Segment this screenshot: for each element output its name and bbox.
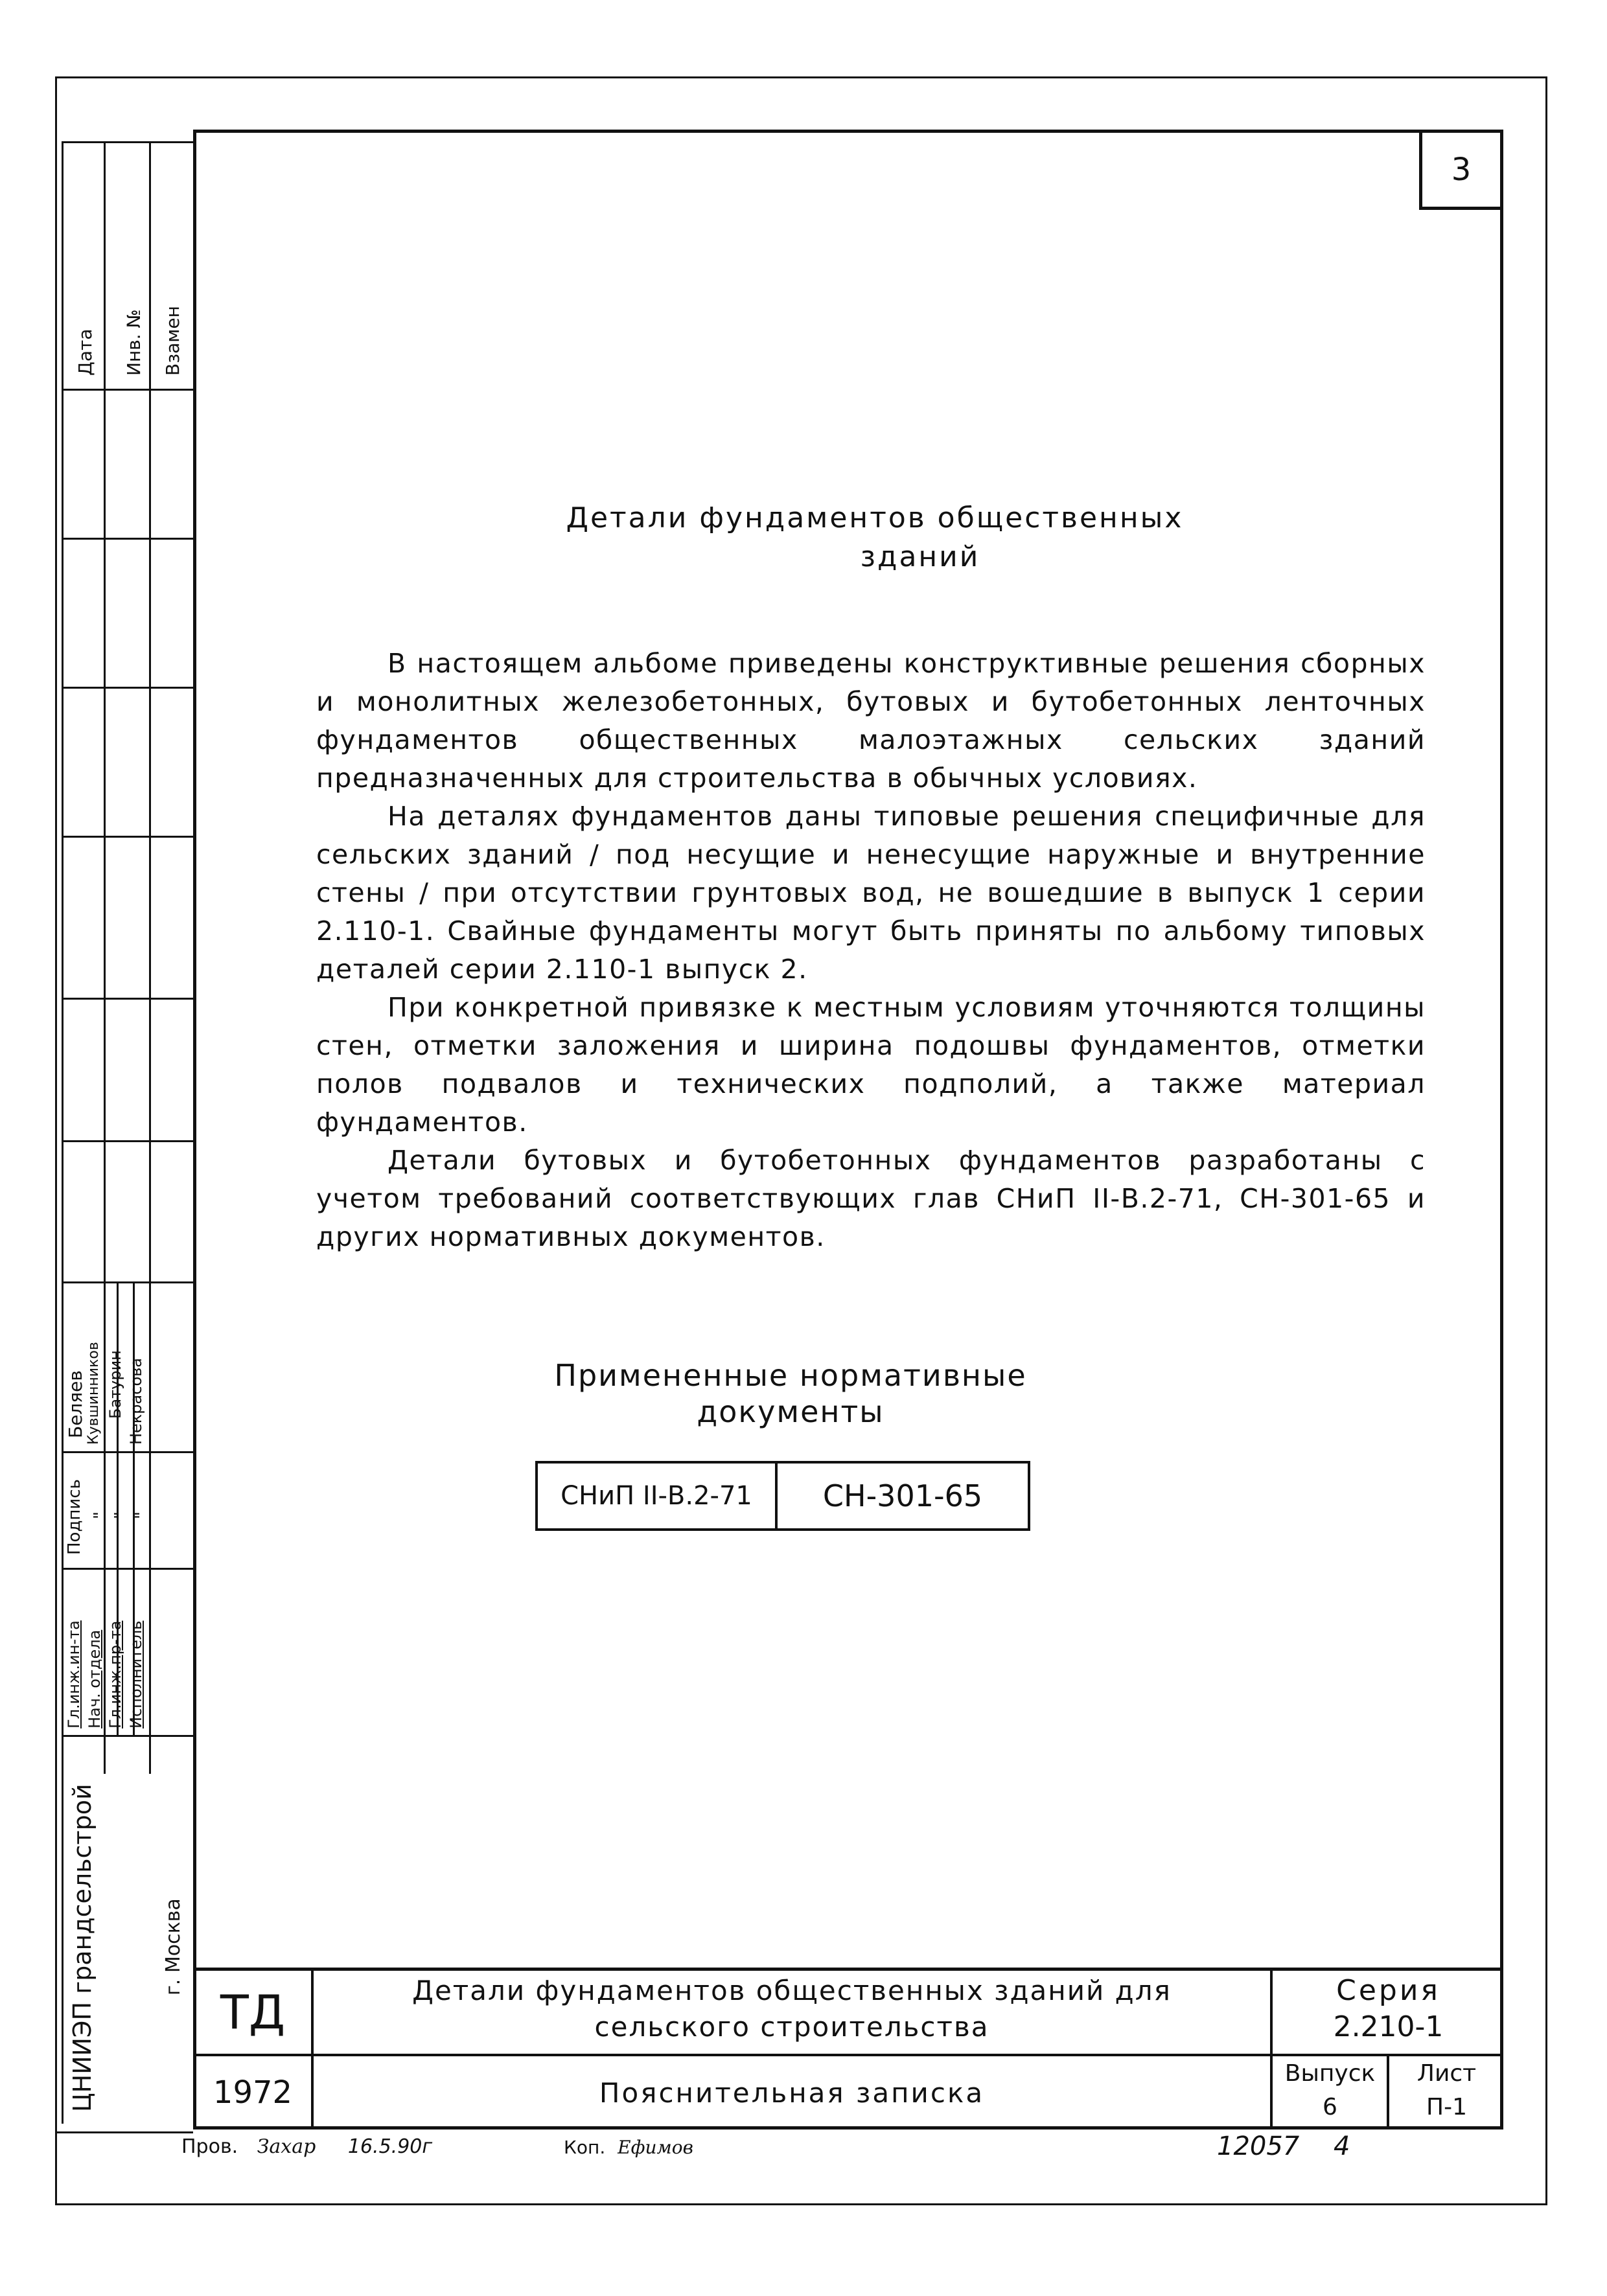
inv-column-label: Инв. № xyxy=(123,309,145,376)
applied-docs-title-line2: документы xyxy=(697,1394,884,1429)
applied-doc-snip xyxy=(538,1464,778,1528)
name-belyaev: Беляев xyxy=(65,1370,86,1438)
stamp-sheet xyxy=(1390,2057,1503,2124)
signature-mark-3: " xyxy=(132,1511,152,1519)
stamp-title xyxy=(314,1973,1270,2045)
applied-docs-table xyxy=(535,1461,1030,1531)
stamp-code: ТД xyxy=(220,1985,286,2039)
stamp-year: 1972 xyxy=(213,2074,293,2111)
paragraph-3: При конкретной привязке к местным условиям уточняются толщины стен, отметки заложения и ширина подошвы фундаментов, отметки полов подвалов и технических подполий, а также материал фундаментов. xyxy=(316,992,1426,1138)
name-nekrasova: Некрасова xyxy=(127,1358,145,1445)
signature-column-label: Подпись xyxy=(65,1479,84,1555)
strip-h-6 xyxy=(62,998,193,1000)
footer-copy-label: Коп. xyxy=(564,2137,606,2158)
stamp-v-2 xyxy=(1270,1968,1273,2130)
explanatory-text xyxy=(316,645,1426,1256)
applied-doc-sn xyxy=(778,1464,1028,1528)
strip-h-11 xyxy=(62,1735,193,1737)
strip-line-2 xyxy=(104,141,106,1774)
footer-archive-no: 12057 xyxy=(1217,2131,1300,2161)
strip-h-9 xyxy=(62,1451,193,1453)
stamp-top-line xyxy=(193,1968,1503,1971)
role-chief-engineer-institute: Гл.инж.ин-та xyxy=(65,1620,83,1728)
strip-line-3 xyxy=(149,141,151,1774)
stamp-series-value: 2.210-1 xyxy=(1333,2010,1444,2043)
stamp-sheet-value: П-1 xyxy=(1426,2094,1467,2120)
stamp-series-label: Серия xyxy=(1336,1974,1440,2007)
strip-h-5 xyxy=(62,836,193,838)
stamp-title-line2: сельского строительства xyxy=(594,2011,989,2043)
strip-h-12 xyxy=(55,2131,193,2133)
stamp-series xyxy=(1273,1973,1503,2045)
stamp-mid-line xyxy=(193,2054,1503,2056)
city-name: г. Москва xyxy=(162,1898,185,1995)
paragraph-1: В настоящем альбоме приведены конструктивные решения сборных и монолитных железобетонных, бутовых и бутобетонных ленточных фундаментов общественных малоэтажных сельских зданий предназначенных для строительства в обычных условиях. xyxy=(316,648,1426,794)
strip-h-2 xyxy=(62,389,193,391)
signature-mark-1: " xyxy=(91,1511,110,1519)
sheet-number-box xyxy=(1419,130,1503,210)
document-title xyxy=(454,499,1296,577)
stamp-sheet-label: Лист xyxy=(1416,2060,1477,2087)
organization-name: ЦНИИЭП грандсельстрой xyxy=(68,1784,97,2112)
strip-line-1 xyxy=(62,141,64,2124)
signature-mark-2: " xyxy=(111,1511,131,1519)
paragraph-4: Детали бутовых и бутобетонных фундаментов разработаны с учетом требований соответствующих глав СНиП II-В.2-71, СН-301-65 и других нормативных документов. xyxy=(316,1145,1426,1252)
name-baturin: Батурин xyxy=(106,1350,124,1419)
paragraph-2: На деталях фундаментов даны типовые решения специфичные для сельских зданий / под несущие и ненесущие наружные и внутренние стены / при отсутствии грунтовых вод, не вошедшие в выпуск 1 серии 2.110-1. Свайные фундаменты могут быть приняты по альбому типовых деталей серии 2.110-1 выпуск 2. xyxy=(316,801,1426,985)
strip-h-8 xyxy=(62,1281,193,1283)
strip-h-4 xyxy=(62,687,193,689)
role-executor: Исполнитель xyxy=(127,1620,145,1728)
stamp-issue-label: Выпуск xyxy=(1284,2060,1376,2087)
document-title-line1: Детали фундаментов общественных xyxy=(566,501,1184,534)
footer-checked xyxy=(181,2135,432,2158)
footer-checked-date: 16.5.90г xyxy=(347,2135,433,2158)
stamp-issue xyxy=(1273,2057,1387,2124)
strip-h-10 xyxy=(62,1568,193,1570)
role-chief-project-engineer: Гл.инж.пр-та xyxy=(106,1620,124,1728)
stamp-issue-value: 6 xyxy=(1323,2094,1337,2120)
name-kuvshinnikov: Кувшинников xyxy=(86,1342,102,1445)
strip-h-3 xyxy=(62,538,193,540)
applied-docs-title-line1: Примененные нормативные xyxy=(554,1358,1027,1393)
footer-checked-label: Пров. xyxy=(181,2135,238,2158)
applied-doc-sn-text: СН-301-65 xyxy=(822,1478,983,1513)
strip-h-1 xyxy=(62,141,193,143)
footer-copy-sign: Ефимов xyxy=(618,2137,693,2158)
strip-h-7 xyxy=(62,1140,193,1142)
sheet-number: 3 xyxy=(1451,152,1472,188)
replace-column-label: Взамен xyxy=(162,306,183,376)
footer-archive xyxy=(1217,2131,1350,2161)
applied-doc-snip-text: СНиП II-В.2-71 xyxy=(561,1481,752,1511)
document-title-line2: зданий xyxy=(860,540,980,573)
date-column-label: Дата xyxy=(75,328,96,376)
footer-checked-sign: Захар xyxy=(257,2135,316,2158)
role-head-of-department: Нач. отдела xyxy=(86,1629,104,1728)
footer-archive-sheet: 4 xyxy=(1333,2131,1350,2161)
footer-copy xyxy=(564,2137,693,2158)
applied-docs-title xyxy=(505,1357,1076,1430)
stamp-subtitle: Пояснительная записка xyxy=(599,2076,985,2109)
stamp-v-3 xyxy=(1387,2054,1389,2130)
stamp-title-line1: Детали фундаментов общественных зданий для xyxy=(412,1975,1172,2006)
